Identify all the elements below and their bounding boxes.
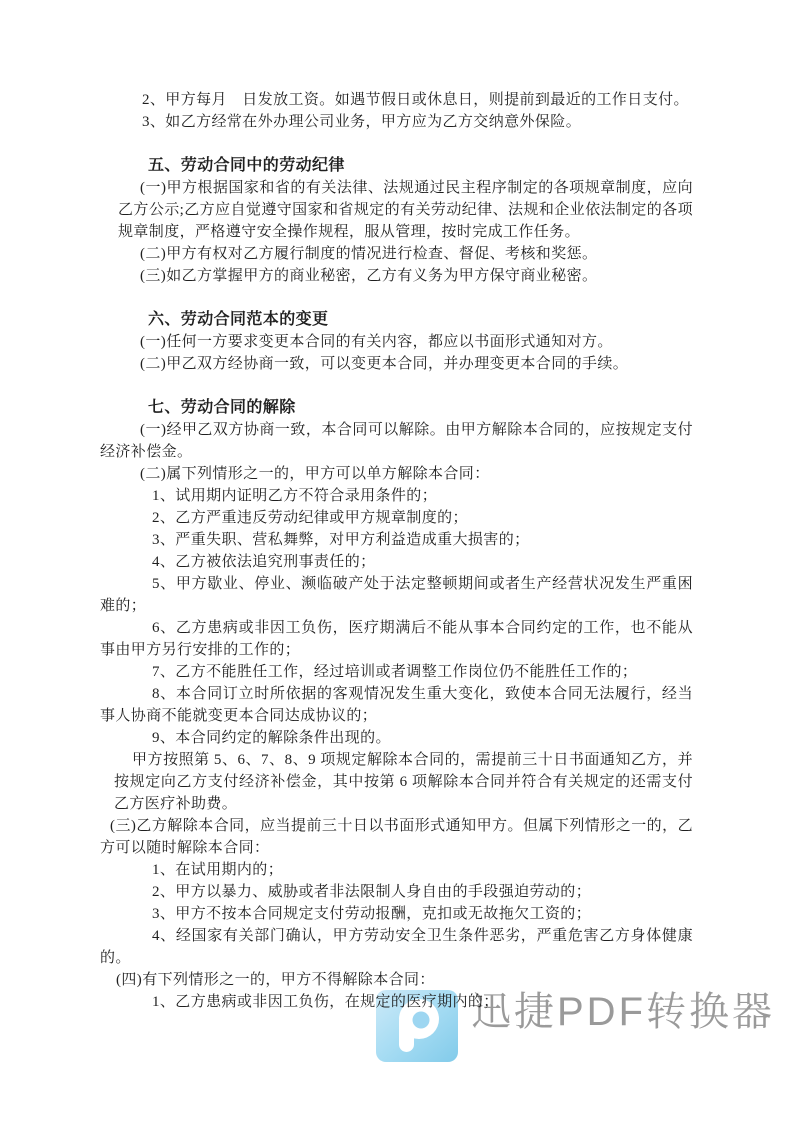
clause-7-2: (二)属下列情形之一的，甲方可以单方解除本合同： (140, 466, 490, 482)
item-7-3-4: 4、经国家有关部门确认，甲方劳动安全卫生条件恶劣，严重危害乙方身体健康的。 (100, 928, 693, 966)
watermark-brand-text: 迅捷PDF转换器 (471, 990, 775, 1034)
clause-7-4: (四)有下列情形之一的，甲方不得解除本合同： (116, 972, 435, 988)
clause-5-2: (二)甲方有权对乙方履行制度的情况进行检查、督促、考核和奖惩。 (140, 246, 598, 262)
item-7-2-9: 9、本合同约定的解除条件出现的。 (152, 730, 391, 746)
heading-section-7-contract-termination: 七、劳动合同的解除 (148, 399, 296, 416)
heading-section-5-labor-discipline: 五、劳动合同中的劳动纪律 (148, 157, 345, 174)
item-7-3-3: 3、甲方不按本合同规定支付劳动报酬，克扣或无故拖欠工资的； (152, 906, 592, 922)
heading-section-6-contract-modification: 六、劳动合同范本的变更 (148, 311, 329, 328)
item-7-4-1: 1、乙方患病或非因工负伤，在规定的医疗期内的； (152, 994, 499, 1010)
item-7-2-7: 7、乙方不能胜任工作，经过培训或者调整工作岗位仍不能胜任工作的； (152, 664, 638, 680)
item-7-3-1: 1、在试用期内的； (152, 862, 284, 878)
item-7-3-2: 2、甲方以暴力、威胁或者非法限制人身自由的手段强迫劳动的； (152, 884, 592, 900)
clause-3-accident-insurance: 3、如乙方经常在外办理公司业务，甲方应为乙方交纳意外保险。 (142, 114, 582, 130)
clause-6-1: (一)任何一方要求变更本合同的有关内容，都应以书面形式通知对方。 (140, 334, 613, 350)
clause-7-2-notice: 甲方按照第 5、6、7、8、9 项规定解除本合同的，需提前三十日书面通知乙方，并按规定向乙方支付经济补偿金，其中按第 6 项解除本合同并符合有关规定的还需支付乙方医疗补助费。 (114, 752, 693, 812)
clause-7-3: (三)乙方解除本合同，应当提前三十日以书面形式通知甲方。但属下列情形之一的，乙方可以随时解除本合同： (100, 818, 693, 856)
clause-2-wage-payment: 2、甲方每月 日发放工资。如遇节假日或休息日，则提前到最近的工作日支付。 (142, 92, 689, 108)
clause-5-1: (一)甲方根据国家和省的有关法律、法规通过民主程序制定的各项规章制度，应向乙方公示;乙方应自觉遵守国家和省规定的有关劳动纪律、法规和企业依法制定的各项规章制度，严格遵守安全操作规程，服从管理，按时完成工作任务。 (118, 180, 693, 240)
item-7-2-1: 1、试用期内证明乙方不符合录用条件的； (152, 488, 438, 504)
item-7-2-3: 3、严重失职、营私舞弊，对甲方利益造成重大损害的； (152, 532, 530, 548)
item-7-2-5: 5、甲方歇业、停业、濒临破产处于法定整顿期间或者生产经营状况发生严重困难的； (100, 576, 693, 614)
clause-6-2: (二)甲乙双方经协商一致，可以变更本合同，并办理变更本合同的手续。 (140, 356, 629, 372)
item-7-2-2: 2、乙方严重违反劳动纪律或甲方规章制度的； (152, 510, 468, 526)
clause-5-3: (三)如乙方掌握甲方的商业秘密，乙方有义务为甲方保守商业秘密。 (140, 268, 598, 284)
clause-7-1: (一)经甲乙双方协商一致，本合同可以解除。由甲方解除本合同的，应按规定支付经济补偿金。 (100, 422, 693, 460)
item-7-2-4: 4、乙方被依法追究刑事责任的； (152, 554, 376, 570)
item-7-2-8: 8、本合同订立时所依据的客观情况发生重大变化，致使本合同无法履行，经当事人协商不能就变更本合同达成协议的； (100, 686, 693, 724)
item-7-2-6: 6、乙方患病或非因工负伤，医疗期满后不能从事本合同约定的工作，也不能从事由甲方另行安排的工作的； (100, 620, 693, 658)
